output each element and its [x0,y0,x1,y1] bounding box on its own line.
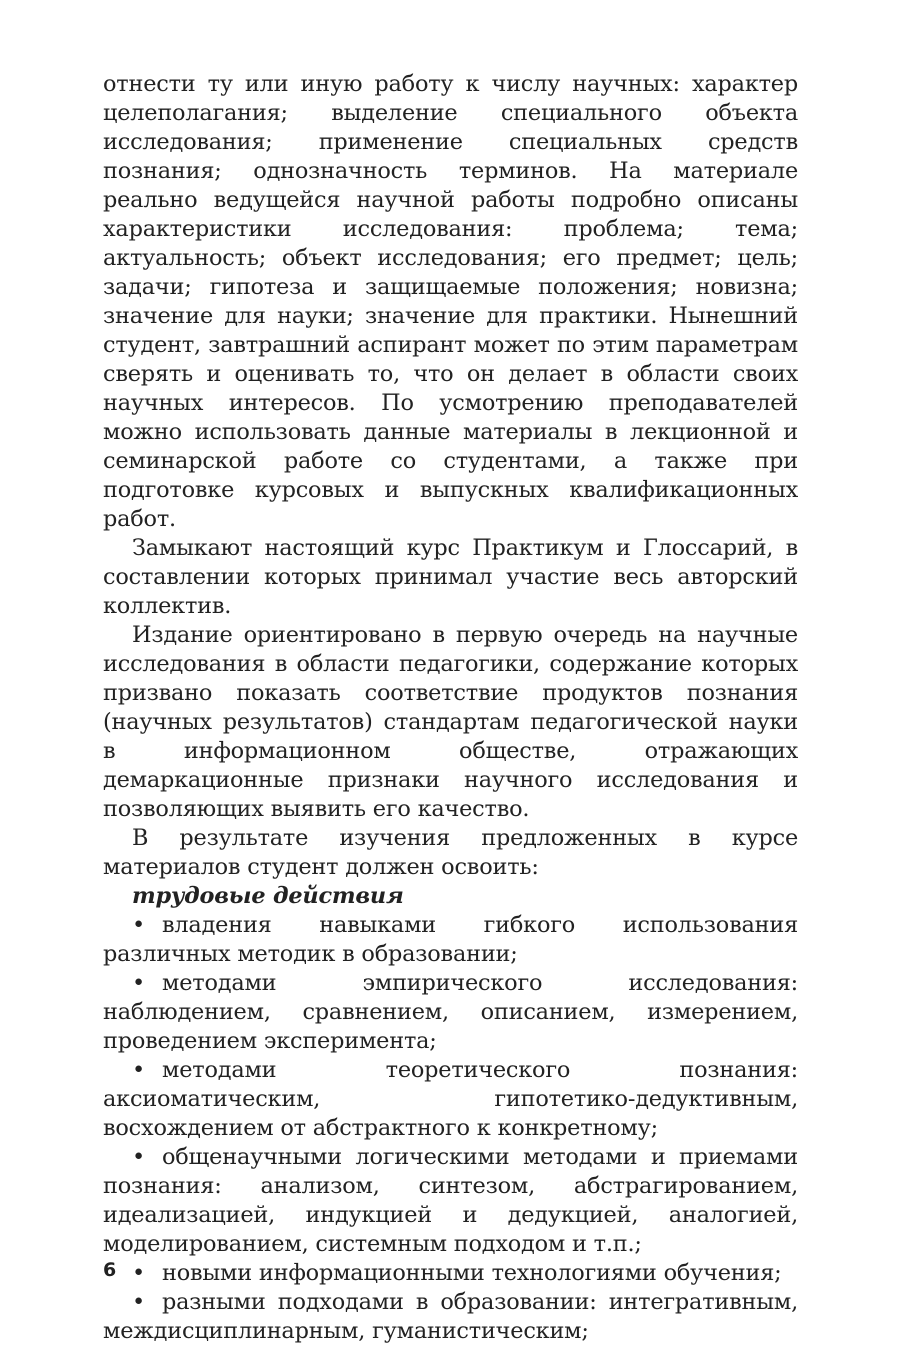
bullet-item [103,911,798,969]
bullet-item-text: новыми информационными технологиями обучения; [162,1260,782,1286]
bullet-item [103,1259,798,1288]
bullet-marker: • [132,912,146,938]
bullet-item-text: методами теоретического познания: аксиоматическим, гипотетико-дедуктивным, восхождением от абстрактного к конкретному; [103,1057,798,1141]
bullet-marker: • [132,970,146,996]
bullet-item [103,1288,798,1346]
bullet-marker: • [132,1144,146,1170]
bullet-marker: • [132,1260,146,1286]
bullet-item [103,1056,798,1143]
paragraph-practicum-glossary: Замыкают настоящий курс Практикум и Глоссарий, в составлении которых принимал участие весь авторский коллектив. [103,535,798,619]
paragraph-research-characteristics: отнести ту или иную работу к числу научных: характер целеполагания; выделение специального объекта исследования; применение специальных средств познания; однозначность терминов. На материале реально ведущейся научной работы подробно описаны характеристики исследования: проблема; тема; актуальность; объект исследования; его предмет; цель; задачи; гипотеза и защищаемые положения; новизна; значение для науки; значение для практики. Нынешний студент, завтрашний аспирант может по этим параметрам сверять и оценивать то, что он делает в области своих научных интересов. По усмотрению преподавателей можно использовать данные материалы в лекционной и семинарской работе со студентами, а также при подготовке курсовых и выпускных квалификационных работ. [103,71,798,532]
page-body [103,70,798,1346]
paragraph-learning-outcomes-intro: В результате изучения предложенных в курсе материалов студент должен освоить: [103,825,798,880]
page-number: 6 [103,1259,117,1281]
bullet-item-text: разными подходами в образовании: интегративным, междисциплинарным, гуманистическим; [103,1289,798,1344]
bullet-item [103,1143,798,1259]
bullet-item [103,969,798,1056]
bullet-item-text: владения навыками гибкого использования различных методик в образовании; [103,912,798,967]
section-heading-labor-actions: трудовые действия [132,883,404,909]
paragraph-publication-focus: Издание ориентировано в первую очередь на научные исследования в области педагогики, содержание которых призвано показать соответствие продуктов познания (научных результатов) стандартам педагогической науки в информационном обществе, отражающих демаркационные признаки научного исследования и позволяющих выявить его качество. [103,622,798,822]
bullet-marker: • [132,1057,146,1083]
bullet-marker: • [132,1289,146,1315]
bullet-item-text: методами эмпирического исследования: наблюдением, сравнением, описанием, измерением, проведением эксперимента; [103,970,798,1054]
bullet-item-text: общенаучными логическими методами и приемами познания: анализом, синтезом, абстрагированием, идеализацией, индукцией и дедукцией, аналогией, моделированием, системным подходом и т.п.; [103,1144,798,1257]
